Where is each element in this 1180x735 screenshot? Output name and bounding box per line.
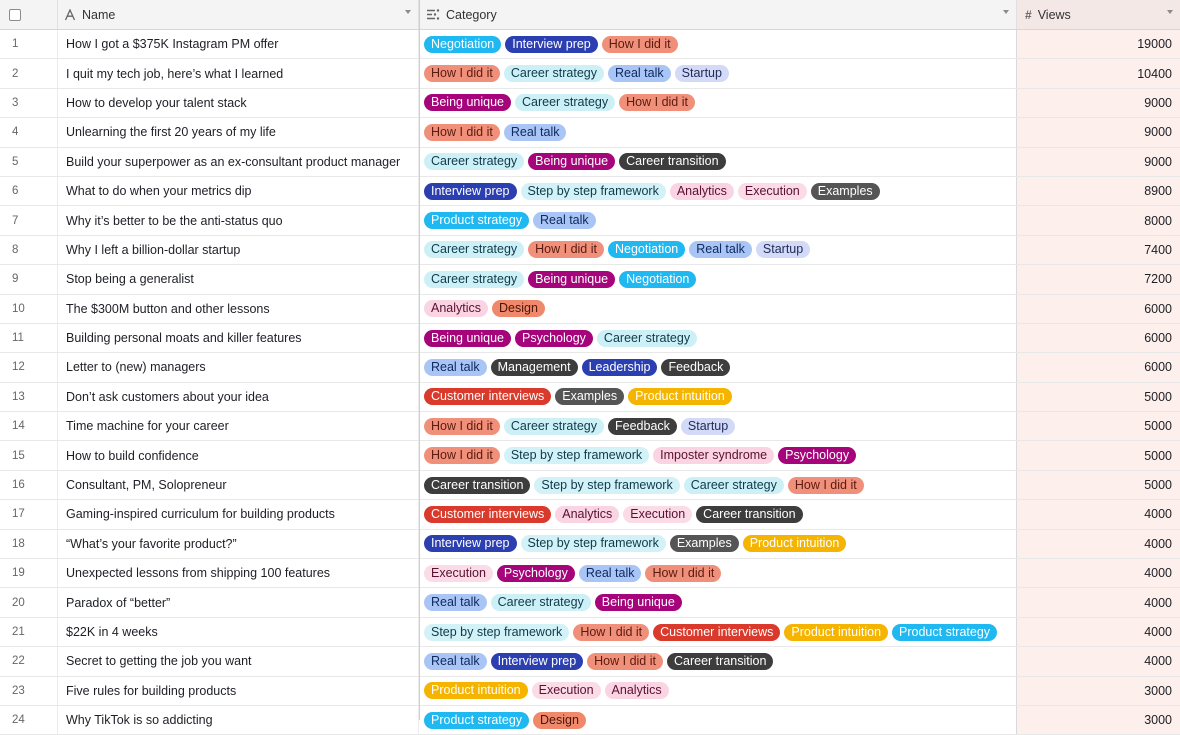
table-row[interactable] <box>0 148 1180 177</box>
name-cell[interactable]: Consultant, PM, Solopreneur <box>58 471 419 499</box>
category-cell[interactable] <box>419 471 1017 499</box>
table-row[interactable] <box>0 412 1180 441</box>
category-tag: Execution <box>424 565 493 582</box>
category-tag: How I did it <box>587 653 663 670</box>
category-cell[interactable] <box>419 500 1017 528</box>
category-tag: Career strategy <box>491 594 591 611</box>
name-cell[interactable]: Time machine for your career <box>58 412 419 440</box>
name-cell[interactable]: Paradox of “better” <box>58 588 419 616</box>
category-tag: Psychology <box>497 565 575 582</box>
table-row[interactable] <box>0 206 1180 235</box>
views-cell[interactable]: 4000 <box>1017 588 1180 616</box>
table-row[interactable] <box>0 530 1180 559</box>
category-cell[interactable] <box>419 206 1017 234</box>
name-cell[interactable]: Unlearning the first 20 years of my life <box>58 118 419 146</box>
table-row[interactable] <box>0 324 1180 353</box>
category-tag: Real talk <box>424 359 487 376</box>
views-cell[interactable]: 5000 <box>1017 441 1180 469</box>
multiselect-field-icon <box>427 9 440 20</box>
table-row[interactable] <box>0 383 1180 412</box>
category-tag: Step by step framework <box>534 477 679 494</box>
views-cell[interactable]: 7400 <box>1017 236 1180 264</box>
column-header-views-label: Views <box>1037 7 1071 22</box>
category-tag: Career transition <box>667 653 773 670</box>
category-cell[interactable] <box>419 118 1017 146</box>
category-tag: How I did it <box>619 94 695 111</box>
category-tag: Product intuition <box>628 388 732 405</box>
row-number: 12 <box>0 353 58 381</box>
name-cell[interactable]: Gaming-inspired curriculum for building products <box>58 500 419 528</box>
row-number: 5 <box>0 148 58 176</box>
views-cell[interactable]: 19000 <box>1017 30 1180 58</box>
category-tag: Real talk <box>579 565 642 582</box>
category-tag: How I did it <box>424 65 500 82</box>
table-row[interactable] <box>0 118 1180 147</box>
views-cell[interactable]: 9000 <box>1017 118 1180 146</box>
category-tag: Examples <box>811 183 880 200</box>
category-tag: Examples <box>670 535 739 552</box>
row-number: 23 <box>0 677 58 705</box>
row-number: 4 <box>0 118 58 146</box>
table-row[interactable] <box>0 30 1180 59</box>
name-cell[interactable]: Why I left a billion-dollar startup <box>58 236 419 264</box>
category-tag: How I did it <box>424 418 500 435</box>
category-cell[interactable] <box>419 618 1017 646</box>
category-tag: Interview prep <box>505 36 598 53</box>
table-row[interactable] <box>0 441 1180 470</box>
row-number: 17 <box>0 500 58 528</box>
name-cell[interactable]: Building personal moats and killer features <box>58 324 419 352</box>
row-number: 3 <box>0 89 58 117</box>
category-tag: Career strategy <box>504 65 604 82</box>
category-tag: Step by step framework <box>424 624 569 641</box>
category-tag: How I did it <box>602 36 678 53</box>
category-tag: Step by step framework <box>521 535 666 552</box>
column-header-views[interactable] <box>1017 0 1180 29</box>
category-tag: Customer interviews <box>653 624 780 641</box>
category-tag: Startup <box>675 65 729 82</box>
category-cell[interactable] <box>419 441 1017 469</box>
category-cell[interactable] <box>419 177 1017 205</box>
row-number: 13 <box>0 383 58 411</box>
table-row[interactable] <box>0 647 1180 676</box>
category-tag: Career strategy <box>515 94 615 111</box>
chevron-down-icon[interactable] <box>1003 10 1009 14</box>
category-tag: Product intuition <box>743 535 847 552</box>
grid-body <box>0 30 1180 735</box>
text-field-icon <box>64 9 76 21</box>
column-header-name[interactable] <box>58 0 419 29</box>
number-field-icon: # <box>1025 7 1032 22</box>
name-cell[interactable]: “What’s your favorite product?” <box>58 530 419 558</box>
category-tag: Career strategy <box>424 241 524 258</box>
category-cell[interactable] <box>419 559 1017 587</box>
category-tag: Interview prep <box>491 653 584 670</box>
name-cell[interactable]: How I got a $375K Instagram PM offer <box>58 30 419 58</box>
table-row[interactable] <box>0 471 1180 500</box>
category-tag: Being unique <box>528 153 615 170</box>
views-cell[interactable]: 5000 <box>1017 383 1180 411</box>
category-tag: Negotiation <box>424 36 501 53</box>
category-tag: Interview prep <box>424 535 517 552</box>
category-tag: Psychology <box>778 447 856 464</box>
category-tag: Product intuition <box>784 624 888 641</box>
select-all-checkbox[interactable] <box>9 9 21 21</box>
category-tag: Design <box>533 712 586 729</box>
category-tag: Customer interviews <box>424 506 551 523</box>
category-cell[interactable] <box>419 265 1017 293</box>
category-tag: How I did it <box>645 565 721 582</box>
category-tag: How I did it <box>424 447 500 464</box>
row-number: 2 <box>0 59 58 87</box>
category-cell[interactable] <box>419 236 1017 264</box>
category-cell[interactable] <box>419 353 1017 381</box>
category-tag: Execution <box>738 183 807 200</box>
category-tag: How I did it <box>788 477 864 494</box>
category-cell[interactable] <box>419 295 1017 323</box>
category-cell[interactable] <box>419 59 1017 87</box>
table-row[interactable] <box>0 500 1180 529</box>
table-row[interactable] <box>0 59 1180 88</box>
table-row[interactable] <box>0 89 1180 118</box>
category-tag: Career strategy <box>424 271 524 288</box>
row-number: 19 <box>0 559 58 587</box>
name-cell[interactable]: What to do when your metrics dip <box>58 177 419 205</box>
views-cell[interactable]: 9000 <box>1017 89 1180 117</box>
category-tag: Real talk <box>608 65 671 82</box>
views-cell[interactable]: 8000 <box>1017 206 1180 234</box>
category-cell[interactable] <box>419 89 1017 117</box>
row-number: 24 <box>0 706 58 734</box>
category-tag: Startup <box>681 418 735 435</box>
name-cell[interactable]: Secret to getting the job you want <box>58 647 419 675</box>
views-cell[interactable]: 6000 <box>1017 353 1180 381</box>
name-cell[interactable]: Why it’s better to be the anti-status quo <box>58 206 419 234</box>
category-tag: Startup <box>756 241 810 258</box>
category-tag: Career transition <box>696 506 802 523</box>
column-header-category-label: Category <box>446 7 497 22</box>
row-number: 21 <box>0 618 58 646</box>
category-tag: Real talk <box>504 124 567 141</box>
name-cell[interactable]: How to build confidence <box>58 441 419 469</box>
views-cell[interactable]: 4000 <box>1017 647 1180 675</box>
views-cell[interactable]: 4000 <box>1017 500 1180 528</box>
name-cell[interactable]: $22K in 4 weeks <box>58 618 419 646</box>
row-number: 15 <box>0 441 58 469</box>
category-cell[interactable] <box>419 677 1017 705</box>
category-tag: Feedback <box>661 359 730 376</box>
category-tag: Negotiation <box>608 241 685 258</box>
row-number: 18 <box>0 530 58 558</box>
row-number: 6 <box>0 177 58 205</box>
category-tag: Imposter syndrome <box>653 447 774 464</box>
table-row[interactable] <box>0 265 1180 294</box>
frozen-column-divider[interactable] <box>419 0 420 720</box>
category-tag: Execution <box>532 682 601 699</box>
name-cell[interactable]: Don’t ask customers about your idea <box>58 383 419 411</box>
row-number: 22 <box>0 647 58 675</box>
table-row[interactable] <box>0 588 1180 617</box>
table-row[interactable] <box>0 353 1180 382</box>
views-cell[interactable]: 3000 <box>1017 677 1180 705</box>
row-number: 16 <box>0 471 58 499</box>
category-cell[interactable] <box>419 30 1017 58</box>
category-tag: Negotiation <box>619 271 696 288</box>
category-tag: Being unique <box>528 271 615 288</box>
category-cell[interactable] <box>419 706 1017 734</box>
views-cell[interactable]: 7200 <box>1017 265 1180 293</box>
name-cell[interactable]: Why TikTok is so addicting <box>58 706 419 734</box>
views-cell[interactable]: 4000 <box>1017 618 1180 646</box>
category-tag: Step by step framework <box>504 447 649 464</box>
category-cell[interactable] <box>419 588 1017 616</box>
views-cell[interactable]: 6000 <box>1017 324 1180 352</box>
category-tag: Feedback <box>608 418 677 435</box>
category-cell[interactable] <box>419 647 1017 675</box>
grid-header <box>0 0 1180 30</box>
category-tag: Analytics <box>670 183 734 200</box>
views-cell[interactable]: 5000 <box>1017 412 1180 440</box>
name-cell[interactable]: Build your superpower as an ex-consultant product manager <box>58 148 419 176</box>
table-row[interactable] <box>0 295 1180 324</box>
views-cell[interactable]: 4000 <box>1017 559 1180 587</box>
column-header-name-label: Name <box>82 7 116 22</box>
table-row[interactable] <box>0 236 1180 265</box>
name-cell[interactable]: Five rules for building products <box>58 677 419 705</box>
category-tag: Analytics <box>555 506 619 523</box>
category-tag: Analytics <box>605 682 669 699</box>
category-cell[interactable] <box>419 530 1017 558</box>
category-tag: Career transition <box>619 153 725 170</box>
row-number: 1 <box>0 30 58 58</box>
row-number: 11 <box>0 324 58 352</box>
views-cell[interactable]: 5000 <box>1017 471 1180 499</box>
table-row[interactable] <box>0 706 1180 735</box>
category-tag: Interview prep <box>424 183 517 200</box>
category-tag: Career strategy <box>424 153 524 170</box>
category-cell[interactable] <box>419 412 1017 440</box>
name-cell[interactable]: Letter to (new) managers <box>58 353 419 381</box>
category-tag: Real talk <box>424 653 487 670</box>
views-cell[interactable]: 8900 <box>1017 177 1180 205</box>
category-tag: How I did it <box>528 241 604 258</box>
category-tag: Being unique <box>424 330 511 347</box>
category-cell[interactable] <box>419 324 1017 352</box>
table-row[interactable] <box>0 618 1180 647</box>
category-tag: Career strategy <box>597 330 697 347</box>
category-tag: Product intuition <box>424 682 528 699</box>
category-tag: Leadership <box>582 359 658 376</box>
row-number: 9 <box>0 265 58 293</box>
views-cell[interactable]: 3000 <box>1017 706 1180 734</box>
name-cell[interactable]: Stop being a generalist <box>58 265 419 293</box>
table-row[interactable] <box>0 177 1180 206</box>
chevron-down-icon[interactable] <box>1167 10 1173 14</box>
row-number: 14 <box>0 412 58 440</box>
table-row[interactable] <box>0 559 1180 588</box>
category-tag: Real talk <box>533 212 596 229</box>
category-tag: Being unique <box>595 594 682 611</box>
views-cell[interactable]: 6000 <box>1017 295 1180 323</box>
name-cell[interactable]: The $300M button and other lessons <box>58 295 419 323</box>
category-tag: Design <box>492 300 545 317</box>
views-cell[interactable]: 4000 <box>1017 530 1180 558</box>
category-tag: Execution <box>623 506 692 523</box>
category-cell[interactable] <box>419 383 1017 411</box>
name-cell[interactable]: How to develop your talent stack <box>58 89 419 117</box>
row-number: 8 <box>0 236 58 264</box>
category-tag: Career strategy <box>504 418 604 435</box>
category-tag: Product strategy <box>892 624 997 641</box>
category-tag: Career strategy <box>684 477 784 494</box>
name-cell[interactable]: I quit my tech job, here’s what I learned <box>58 59 419 87</box>
column-header-category[interactable] <box>419 0 1017 29</box>
select-all-cell[interactable] <box>0 0 58 29</box>
views-cell[interactable]: 9000 <box>1017 148 1180 176</box>
category-tag: Management <box>491 359 578 376</box>
category-tag: Step by step framework <box>521 183 666 200</box>
table-row[interactable] <box>0 677 1180 706</box>
name-cell[interactable]: Unexpected lessons from shipping 100 features <box>58 559 419 587</box>
category-tag: Product strategy <box>424 212 529 229</box>
category-tag: How I did it <box>573 624 649 641</box>
views-cell[interactable]: 10400 <box>1017 59 1180 87</box>
category-tag: Career transition <box>424 477 530 494</box>
row-number: 7 <box>0 206 58 234</box>
category-tag: Psychology <box>515 330 593 347</box>
row-number: 10 <box>0 295 58 323</box>
category-tag: Real talk <box>424 594 487 611</box>
category-tag: Product strategy <box>424 712 529 729</box>
category-tag: Being unique <box>424 94 511 111</box>
row-number: 20 <box>0 588 58 616</box>
category-tag: Real talk <box>689 241 752 258</box>
category-tag: Examples <box>555 388 624 405</box>
category-tag: Customer interviews <box>424 388 551 405</box>
category-cell[interactable] <box>419 148 1017 176</box>
category-tag: Analytics <box>424 300 488 317</box>
category-tag: How I did it <box>424 124 500 141</box>
chevron-down-icon[interactable] <box>405 10 411 14</box>
